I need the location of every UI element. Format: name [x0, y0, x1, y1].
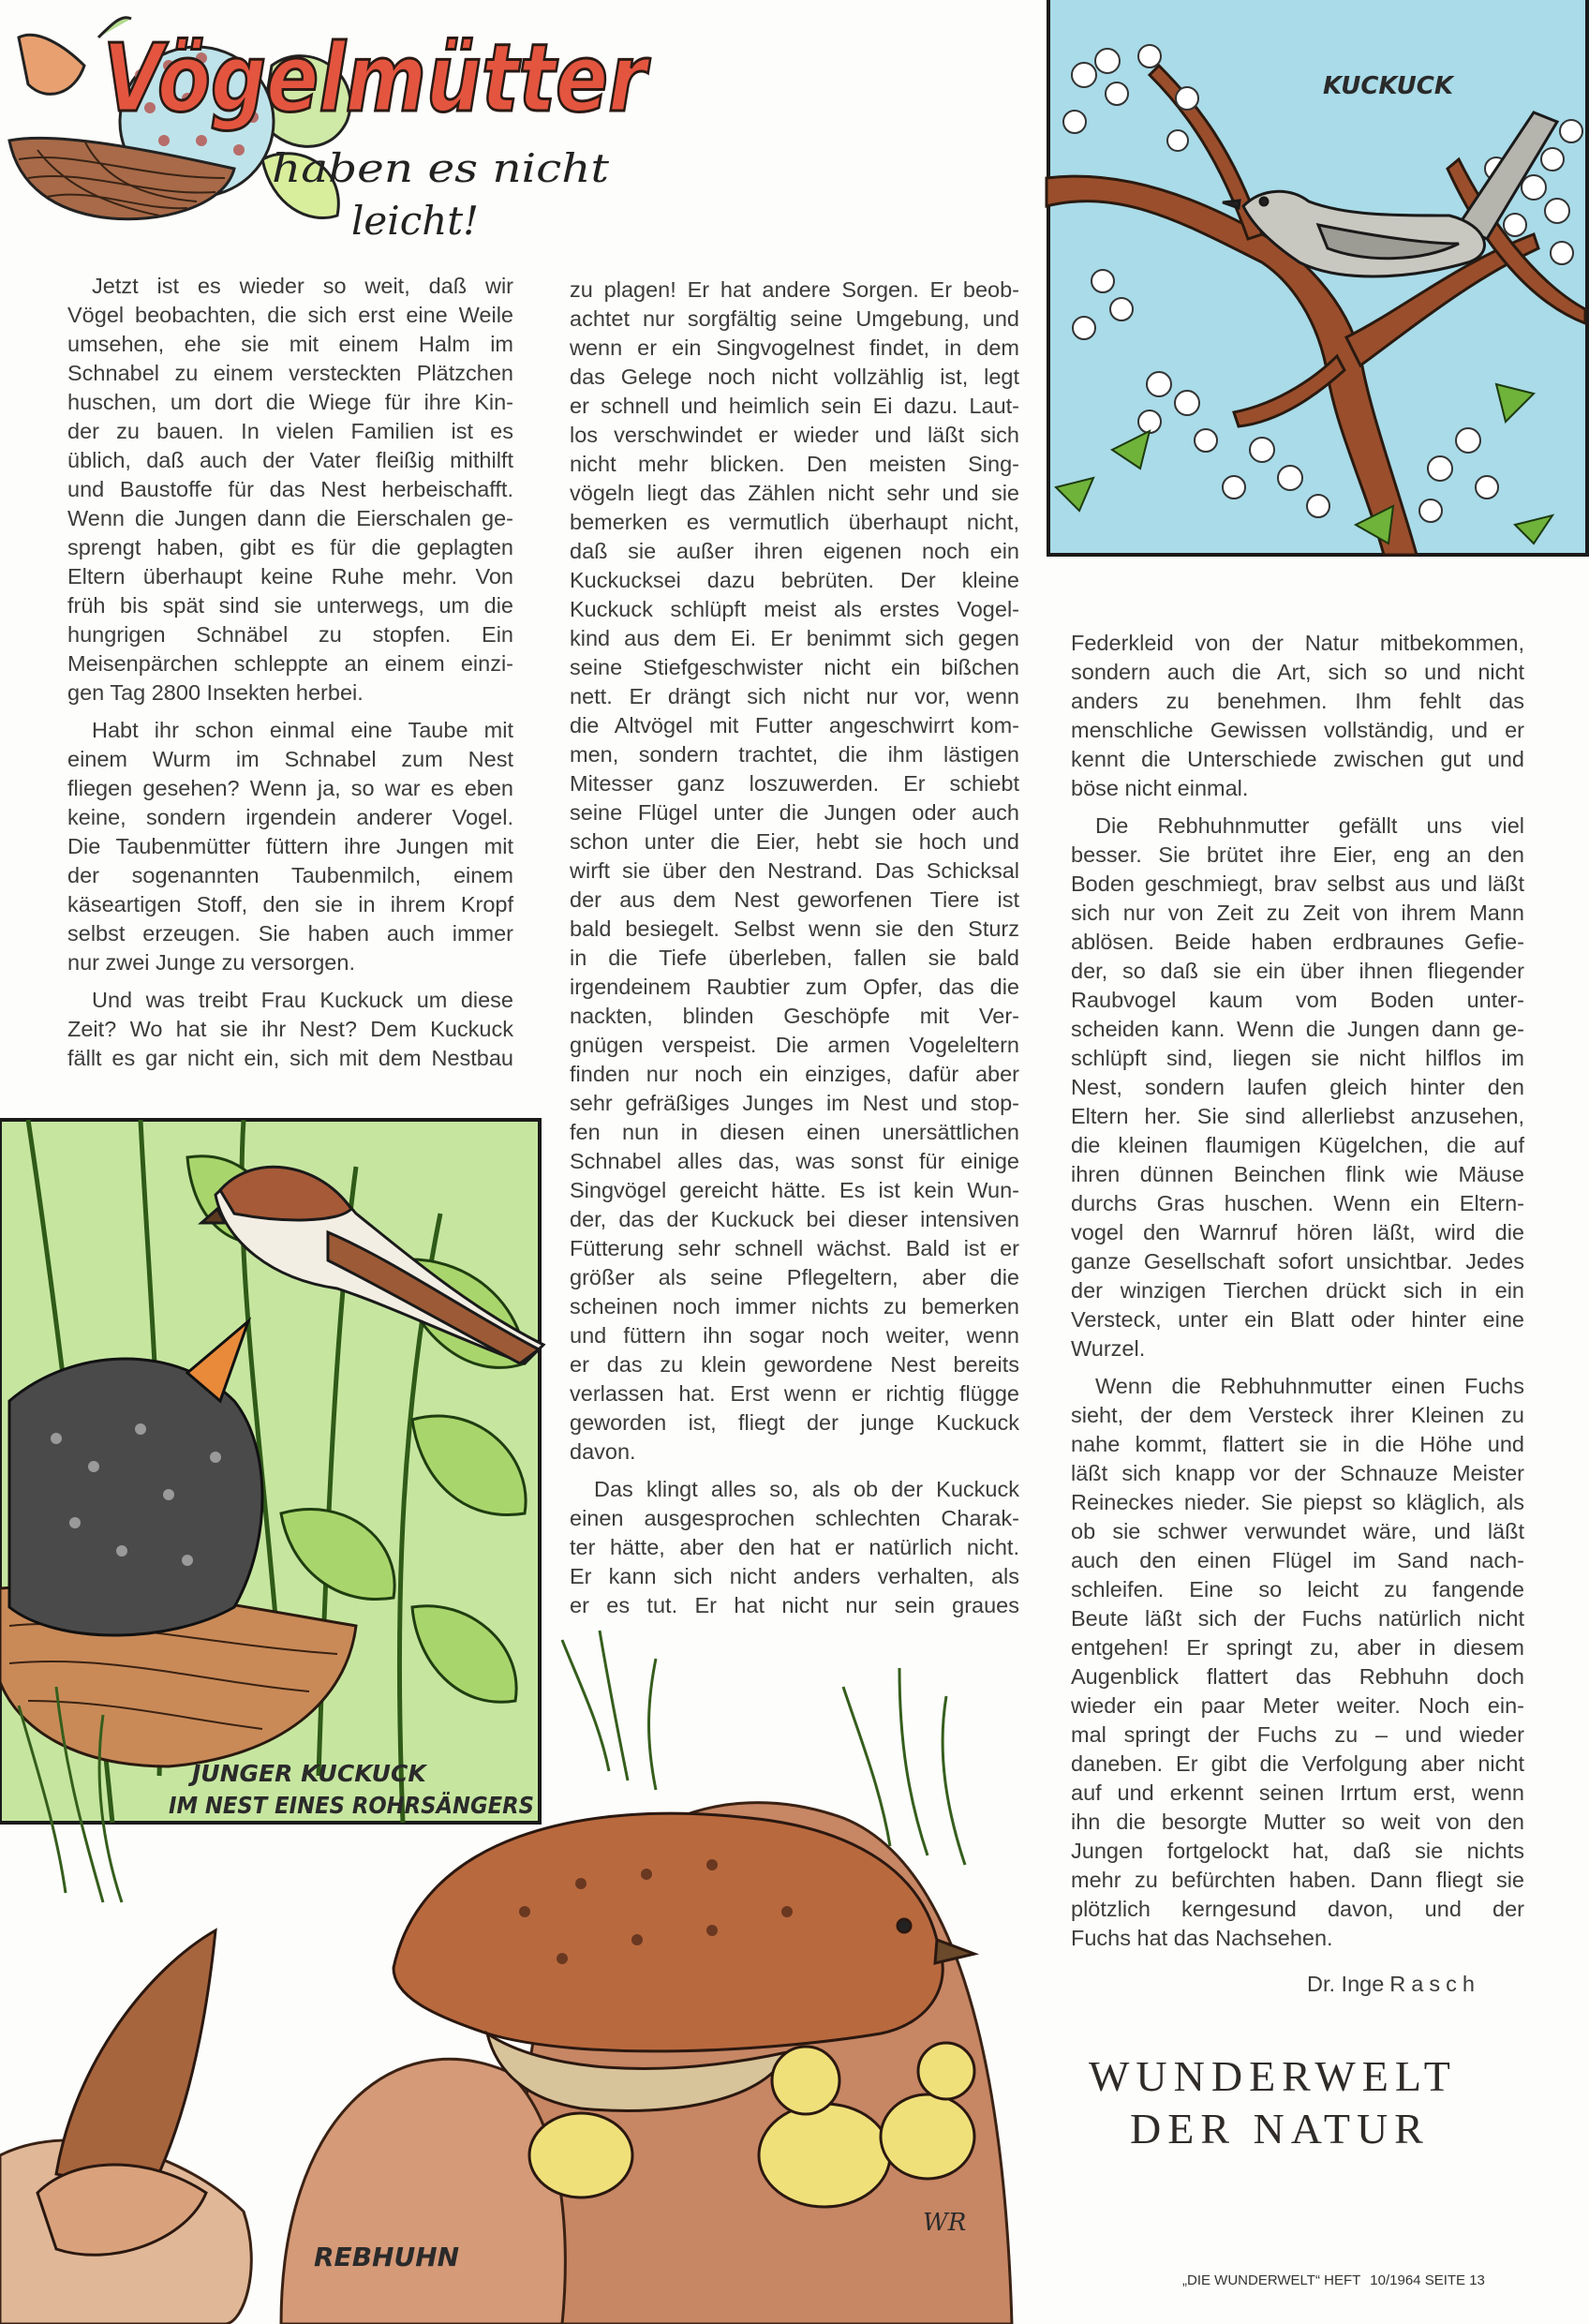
paragraph: [570, 1475, 1019, 1620]
text-line: ganze Gesellschaft sofort unsichtbar. Jedes: [1071, 1249, 1524, 1274]
text-line: das Gelege noch nicht vollzählig ist, legt: [570, 365, 1019, 389]
text-line: ablösen. Beide haben erdbraunes Gefie-: [1071, 930, 1524, 954]
text-line: huschen, um dort die Wiege für ihre Kin-: [67, 390, 513, 414]
text-line: läßt sich knapp vor der Schnauze Meister: [1071, 1461, 1524, 1485]
text-line: daß sie außer ihren eigenen noch ein: [570, 539, 1019, 563]
text-line: finden nur noch ein einziges, dafür aber: [570, 1062, 1019, 1086]
text-line: wirft sie über den Nestrand. Das Schicksal: [570, 858, 1019, 883]
text-line: besser. Sie brütet ihre Eier, eng an den: [1071, 842, 1524, 867]
text-line: auch den einen Flügel im Sand nach-: [1071, 1548, 1524, 1572]
cuckoo-illustration: [1047, 0, 1589, 557]
young-cuckoo-caption-line2: IM NEST EINES ROHRSÄNGERS: [169, 1792, 572, 1819]
text-line: gen Tag 2800 Insekten herbei.: [67, 680, 364, 705]
artist-signature: WR: [923, 2209, 967, 2237]
text-line: sprengt haben, gibt es für die geplagten: [67, 535, 513, 559]
text-line: Augenblick flattert das Rebhuhn doch: [1071, 1664, 1524, 1689]
text-line: achtet nur sorgfältig seine Umgebung, und: [570, 306, 1019, 331]
text-line: Er kann sich nicht anders verhalten, als: [570, 1564, 1019, 1588]
text-line: fliegen gesehen? Wenn ja, so war es eben: [67, 776, 513, 800]
text-line: seine Stiefgeschwister nicht ein bißchen: [570, 655, 1019, 679]
text-line: Jetzt ist es wieder so weit, daß wir: [92, 274, 513, 298]
text-line: durchs Gras huschen. Wenn ein Eltern-: [1071, 1191, 1524, 1215]
text-line: ihn die besorgte Mutter so weit von den: [1071, 1810, 1524, 1834]
text-line: entgehen! Er springt zu, aber in diesem: [1071, 1635, 1524, 1660]
text-line: selbst erzeugen. Sie haben auch immer: [67, 921, 513, 946]
text-line: Eltern her. Sie sind allerliebst anzusehen,: [1071, 1104, 1524, 1128]
paragraph: [1071, 812, 1524, 1363]
text-line: nett. Er drängt sich nicht nur vor, wenn: [570, 684, 1019, 708]
text-line: seine Flügel unter die Jungen oder auch: [570, 800, 1019, 825]
text-line: men, sondern trachtet, die ihm lästigen: [570, 742, 1019, 767]
text-line: scheiden kann. Wenn die Jungen dann ge-: [1071, 1017, 1524, 1041]
text-line: bald besiegelt. Selbst wenn sie den Sturz: [570, 916, 1019, 941]
partridge-flying: [37, 1930, 215, 2255]
text-line: gnügen verspeist. Die armen Vogeleltern: [570, 1033, 1019, 1057]
text-line: Habt ihr schon einmal eine Taube mit: [92, 718, 513, 742]
text-line: Wurzel.: [1071, 1336, 1146, 1361]
text-line: Schnabel zu einem versteckten Plätzchen: [67, 361, 513, 385]
paragraph: [570, 276, 1019, 1467]
author-prefix: Dr. Inge: [1307, 1972, 1385, 1996]
article-subtitle-line2: leicht!: [351, 198, 480, 244]
text-line: er es tut. Er hat nicht nur sein graues: [570, 1593, 1019, 1617]
cuckoo-label: KUCKUCK: [1323, 72, 1453, 100]
paragraph: [1071, 1372, 1524, 1953]
text-line: Eltern überhaupt keine Ruhe mehr. Von: [67, 564, 513, 588]
text-line: sieht, der dem Versteck ihrer Kleinen zu: [1071, 1403, 1524, 1427]
text-line: geworden ist, fliegt der junge Kuckuck: [570, 1410, 1019, 1435]
text-line: anders zu benehmen. Ihm fehlt das: [1071, 689, 1524, 713]
text-line: sich nur von Zeit zu Zeit von ihrem Mann: [1071, 901, 1524, 925]
text-line: kind aus dem Ei. Er benimmt sich gegen: [570, 626, 1019, 650]
text-line: fällt es gar nicht ein, sich mit dem Nestbau: [67, 1046, 513, 1070]
text-line: nackten, blinden Geschöpfe mit Ver-: [570, 1004, 1019, 1028]
text-line: Mitesser ganz loszuwerden. Er schiebt: [570, 771, 1019, 796]
text-line: Zeit? Wo hat sie ihr Nest? Dem Kuckuck: [67, 1017, 513, 1041]
text-line: einem Wurm im Schnabel zum Nest: [67, 747, 513, 771]
text-line: Beute läßt sich der Fuchs natürlich nicht: [1071, 1606, 1524, 1631]
text-line: schleifen. Eine so leicht zu fangende: [1071, 1577, 1524, 1601]
text-line: die Altvögel mit Futter angeschwirrt kom-: [570, 713, 1019, 737]
paragraph: [67, 986, 513, 1073]
text-line: Schnabel alles das, was sonst für einige: [570, 1149, 1019, 1173]
text-line: der zu bauen. In vielen Familien ist es: [67, 419, 513, 443]
series-title-line1: WUNDERWELT: [1089, 2052, 1457, 2100]
text-line: und Baustoffe für das Nest herbeischafft.: [67, 477, 513, 501]
text-line: wieder ein paar Meter weiter. Noch ein-: [1071, 1693, 1524, 1718]
text-line: plötzlich kerngesund davon, und der: [1071, 1897, 1524, 1921]
text-line: Kuckucksei dazu bebrüten. Der kleine: [570, 568, 1019, 592]
author-surname: Rasch: [1389, 1972, 1480, 1996]
text-line: schon unter die Eier, hebt sie hoch und: [570, 829, 1019, 854]
paragraph: [1071, 629, 1524, 803]
text-line: mehr zu befürchten haben. Dann fliegt sie: [1071, 1868, 1524, 1892]
text-line: los verschwindet er wieder und läßt sich: [570, 423, 1019, 447]
partridge-label: REBHUHN: [314, 2242, 460, 2272]
article-column-2: [570, 276, 1019, 1629]
text-line: menschliche Gewissen vollständig, und er: [1071, 718, 1524, 742]
text-line: Und was treibt Frau Kuckuck um diese: [92, 988, 513, 1012]
footer-issue: 10/1964: [1370, 2272, 1421, 2288]
text-line: vögeln liegt das Zählen nicht sehr und sie: [570, 481, 1019, 505]
text-line: irgendeinem Raubtier zum Opfer, das die: [570, 975, 1019, 999]
text-line: davon.: [570, 1439, 636, 1464]
text-line: der sogenannten Taubenmilch, einem: [67, 863, 513, 887]
text-line: Vögel beobachten, die sich erst eine Weile: [67, 303, 513, 327]
text-line: Das klingt alles so, als ob der Kuckuck: [594, 1477, 1019, 1501]
text-line: sondern auch die Art, sich so und nicht: [1071, 660, 1524, 684]
text-line: Reineckes nieder. Sie piepst so kläglich, als: [1071, 1490, 1524, 1514]
page-footer: [1182, 2272, 1485, 2288]
text-line: käseartigen Stoff, den sie in ihrem Kropf: [67, 892, 513, 916]
text-line: ihren dünnen Beinchen flink wie Mäuse: [1071, 1162, 1524, 1186]
text-line: schlüpft sind, liegen sie nicht hilflos im: [1071, 1046, 1524, 1070]
text-line: zu plagen! Er hat andere Sorgen. Er beob-: [570, 277, 1019, 302]
text-line: nur zwei Junge zu versorgen.: [67, 950, 355, 975]
article-title: Vögelmütter: [103, 23, 651, 133]
article-subtitle-line1: haben es nicht: [272, 145, 610, 191]
series-title-line2: DER NATUR: [1130, 2105, 1430, 2153]
text-line: er das zu klein gewordene Nest bereits: [570, 1352, 1019, 1377]
footer-page: SEITE 13: [1424, 2272, 1485, 2288]
text-line: Fütterung sehr schnell wächst. Bald ist er: [570, 1236, 1019, 1260]
text-line: früh bis spät sind sie unterwegs, um die: [67, 593, 513, 618]
text-line: nahe kommt, flattert sie in die Höhe und: [1071, 1432, 1524, 1456]
text-line: sehr gefräßiges Junges im Nest und stop-: [570, 1091, 1019, 1115]
text-line: Nest, sondern laufen gleich hinter den: [1071, 1075, 1524, 1099]
partridge-illustration: [0, 1631, 1040, 2324]
paragraph: [67, 272, 513, 708]
text-line: Boden geschmiegt, brav selbst aus und läßt: [1071, 872, 1524, 896]
text-line: auf und erkennt seinen Irrtum erst, wenn: [1071, 1780, 1524, 1805]
text-line: Die Rebhuhnmutter gefällt uns viel: [1095, 813, 1524, 838]
text-line: ter hätte, aber den hat er natürlich nicht.: [570, 1535, 1019, 1559]
article-column-1: [67, 272, 513, 1081]
young-cuckoo: [9, 1359, 262, 1635]
text-line: die kleinen flaumigen Kügelchen, die auf: [1071, 1133, 1524, 1157]
text-line: scheinen noch immer nichts zu bemerken: [570, 1294, 1019, 1318]
text-line: ob sie schwer verwundet wäre, und läßt: [1071, 1519, 1524, 1543]
title-illustration: [0, 0, 675, 253]
text-line: Fuchs hat das Nachsehen.: [1071, 1926, 1333, 1950]
text-line: üblich, daß auch der Vater fleißig mithilft: [67, 448, 513, 472]
text-line: der aus dem Nest geworfenen Tiere ist: [570, 887, 1019, 912]
series-title: [1089, 2050, 1457, 2155]
text-line: kennt die Unterschiede zwischen gut und: [1071, 747, 1524, 771]
text-line: hungrigen Schnäbel zu stopfen. Ein: [67, 622, 513, 647]
text-line: er schnell und heimlich sein Ei dazu. Laut-: [570, 394, 1019, 418]
text-line: größer als seine Pflegeltern, aber die: [570, 1265, 1019, 1289]
text-line: nicht mehr blicken. Den meisten Sing-: [570, 452, 1019, 476]
text-line: Meisenpärchen schleppte an einem einzi-: [67, 651, 513, 676]
text-line: Versteck, unter ein Blatt oder hinter eine: [1071, 1307, 1524, 1332]
text-line: Kuckuck schlüpft meist als erstes Vogel-: [570, 597, 1019, 621]
text-line: Wenn die Rebhuhnmutter einen Fuchs: [1095, 1374, 1524, 1398]
text-line: und füttern ihn sogar noch weiter, wenn: [570, 1323, 1019, 1348]
text-line: Die Taubenmütter füttern ihre Jungen mit: [67, 834, 513, 858]
text-line: böse nicht einmal.: [1071, 776, 1249, 800]
text-line: Raubvogel kaum vom Boden unter-: [1071, 988, 1524, 1012]
young-cuckoo-caption-line1: JUNGER KUCKUCK: [192, 1760, 426, 1787]
text-line: Federkleid von der Natur mitbekommen,: [1071, 631, 1524, 655]
text-line: fen nun in diesen einen unersättlichen: [570, 1120, 1019, 1144]
text-line: umsehen, ehe sie mit einem Halm im: [67, 332, 513, 356]
text-line: in die Tiefe überleben, fallen sie bald: [570, 946, 1019, 970]
text-line: bemerken es vermutlich überhaupt nicht,: [570, 510, 1019, 534]
text-line: wenn er ein Singvogelnest findet, in dem: [570, 335, 1019, 360]
text-line: der, das der Kuckuck bei dieser intensiven: [570, 1207, 1019, 1231]
text-line: der, so daß sie ein über ihnen fliegender: [1071, 959, 1524, 983]
text-line: vogel den Warnruf hören läßt, wird die: [1071, 1220, 1524, 1244]
text-line: Jungen fortgelockt hat, daß sie nichts: [1071, 1839, 1524, 1863]
text-line: Wenn die Jungen dann die Eierschalen ge-: [67, 506, 513, 530]
article-column-3: [1071, 629, 1524, 1961]
text-line: daneben. Er gibt die Verfolgung aber nicht: [1071, 1751, 1524, 1776]
text-line: der winzigen Tierchen drückt sich in ein: [1071, 1278, 1524, 1303]
text-line: Singvögel gereicht hätte. Es ist kein Wun-: [570, 1178, 1019, 1202]
text-line: verlassen hat. Erst wenn er richtig flügge: [570, 1381, 1019, 1406]
paragraph: [67, 716, 513, 977]
footer-magazine: „DIE WUNDERWELT“ HEFT: [1182, 2272, 1361, 2288]
text-line: einen ausgesprochen schlechten Charak-: [570, 1506, 1019, 1530]
text-line: keine, sondern irgendein anderer Vogel.: [67, 805, 513, 829]
text-line: mal springt der Fuchs zu – und wieder: [1071, 1722, 1524, 1747]
author-signature: [1307, 1972, 1480, 1997]
